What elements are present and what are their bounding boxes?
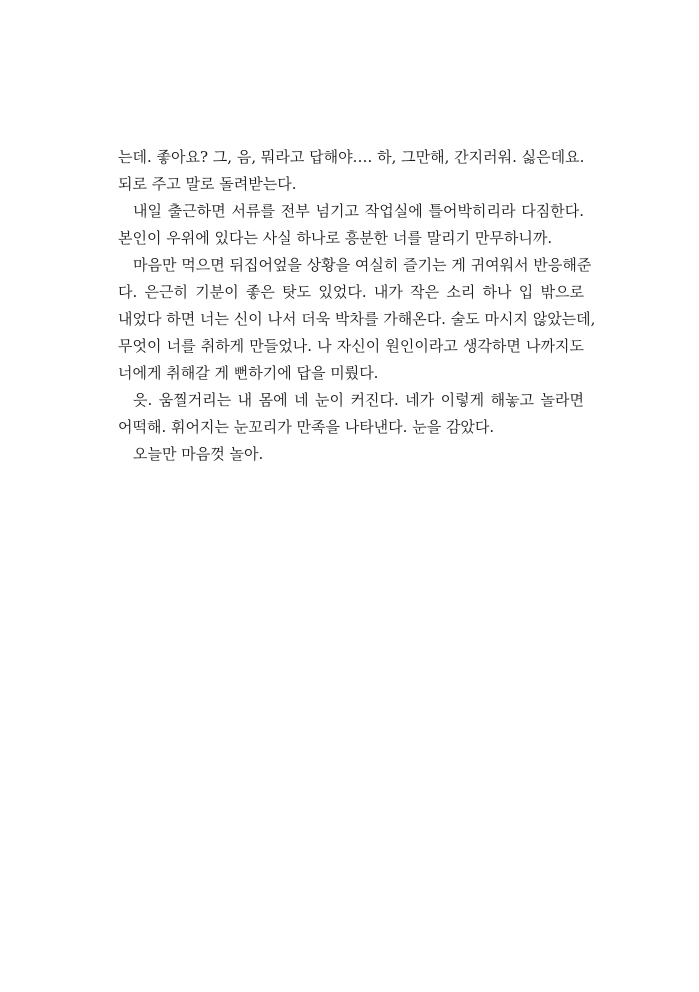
text-line: 는데. 좋아요? 그, 음, 뭐라고 답해야…. 하, 그만해, 간지러워. 싫은데요. <box>118 148 585 166</box>
text-line: 너에게 취해갈 게 뻔하기에 답을 미뤘다. <box>118 364 379 382</box>
text-line: 되로 주고 말로 돌려받는다. <box>118 175 297 193</box>
text-line: 읏. 움찔거리는 내 몸에 네 눈이 커진다. 네가 이렇게 해놓고 놀라면 <box>133 391 584 409</box>
text-line: 내었다 하면 너는 신이 나서 더욱 박차를 가해온다. 술도 마시지 않았는데, <box>118 310 596 328</box>
text-line: 마음만 먹으면 뒤집어엎을 상황을 여실히 즐기는 게 귀여워서 반응해준 <box>133 256 592 274</box>
text-line: 무엇이 너를 취하게 만들었나. 나 자신이 원인이라고 생각하면 나까지도 <box>118 337 584 355</box>
text-line: 어떡해. 휘어지는 눈꼬리가 만족을 나타낸다. 눈을 감았다. <box>118 418 495 436</box>
text-line: 내일 출근하면 서류를 전부 넘기고 작업실에 틀어박히리라 다짐한다. <box>133 202 584 220</box>
text-line: 다. 은근히 기분이 좋은 탓도 있었다. 내가 작은 소리 하나 입 밖으로 <box>118 283 584 301</box>
body-text <box>118 144 596 468</box>
text-line: 본인이 우위에 있다는 사실 하나로 흥분한 너를 말리기 만무하니까. <box>118 229 553 247</box>
text-line: 오늘만 마음껏 놀아. <box>133 445 264 463</box>
